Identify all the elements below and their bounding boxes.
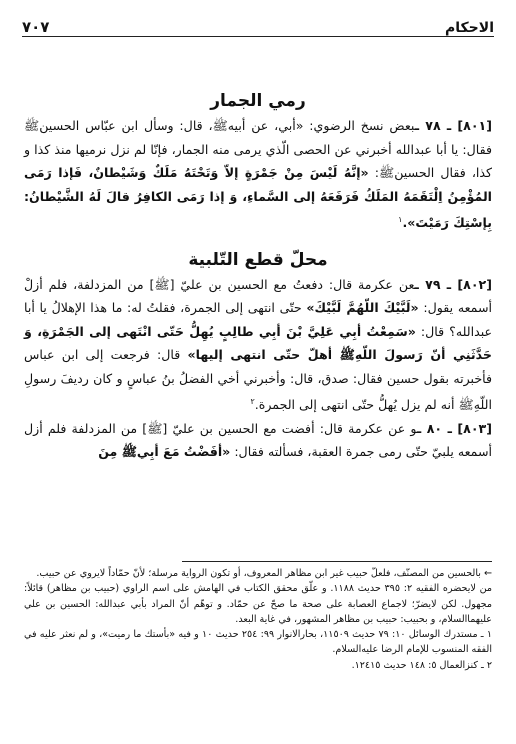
- footnote-1: ١ ـ مستدرك الوسائل ١٠: ٧٩ حديث ١١٥٠٩، بحارالانوار ٩٩: ٢٥٤ حديث ١٠ و فيه «بأستك ما رميت»، و لم نعثر عليه في الفقه المنسوب للإمام الرضا عليه‌السلام.: [24, 629, 493, 656]
- hadith-quote: «أفَضْتُ مَعَ أبِيﷺ مِنَ: [98, 444, 231, 460]
- hadith-text: حتّى انتهى إلى الجمرة، فقلتُ له: ما هذا الإهلالُ يا أبا عبدالله؟ قال:: [24, 300, 493, 339]
- footnote-continued: من لايحضره الفقيه ٢: ٣٩٥ حديث ١١٨٨. و علّق محقق الكتاب في الهامش على اسم الراوي (حبيب بن مظاهر) قائلاً: مجهول. لكن لايضرّ؛ لاجماع العصابة على صحة ما صحّ عن حمّاد. و توهّم أنّ المراد بأبي عبدالله: الحسين بن علي عليهماالسلام، و بحبيب: حبيب بن مظاهر المشهور، في غاية البعد.: [24, 583, 493, 625]
- running-header: [22, 10, 494, 37]
- hadith-number: [٨٠٣] ـ ٨٠ ـ: [416, 420, 492, 436]
- footnote-2: ٢ ـ كنزالعمال ٥: ١٤٨ حديث ١٢٤١٥.: [351, 659, 492, 671]
- hadith-802: [24, 273, 492, 417]
- hadith-text: بعض نسخ الرضوي: «أبي، عن أبيهﷺ، قال: وسأل ابن عبّاس الحسينﷺ فقال: يا أبا عبدالله أخبرني عن الحصى الّذي يرمى منه الجمار، فإنّا لم نزل نرميها منذ كذا و كذا، فقال الحسينﷺ:: [24, 118, 492, 180]
- footnote-ref: ١: [398, 215, 403, 224]
- footnote-continued: ← بالحسين من المصنّف، فلعلّ حبيب غير ابن مظاهر المعروف، أو تكون الرواية مرسلة؛ لأنّ حمّاداً لايروي عن حبيب.: [36, 568, 492, 579]
- header-title: الاحكام: [445, 20, 494, 36]
- footnotes: [24, 566, 492, 673]
- hadith-quote: «سَمِعْتُ أبِي عَلِيَّ بْنَ أبِي طالِبٍ يُهِلُّ حَتّى انْتَهى إلى الجَمْرَةِ، وَ حَدَّثَنِي أنّ رَسولَ اللّهِﷺ أهلّ حتّى انتهى إليها»: [24, 323, 492, 363]
- hadith-number: [٨٠١] ـ ٧٨ ـ: [414, 118, 492, 133]
- hadith-801: [24, 114, 492, 235]
- hadith-text: و عن عكرمة قال: أفضت مع الحسين بن عليّ [ﷺ] من المزدلفة فلم أزل أسمعه يلبيّ حتّى رمى جمرة العقبة، فسألته فقال:: [24, 420, 492, 460]
- hadith-quote: «إنَّهُ لَيْسَ مِنْ جَمْرَةٍ إلاّ وَتَحْتَهُ مَلَكٌ وَشَيْطانٌ، فَإذا رَمَى المُؤْمِنُ اِلْتَقَمَهُ المَلَكُ فَرَفَعَهُ إلى السَّماءِ، وَ إذا رَمَى الكافِرُ قالَ لَهُ الشَّيْطانُ: بِإسْتِكَ رَمَيْتَ».: [24, 165, 492, 231]
- hadith-number: [٨٠٢] ـ ٧٩ ـ: [414, 276, 492, 292]
- hadith-803: [24, 417, 492, 464]
- hadith-quote: «لَبَّيْكَ اللّهُمَّ لَبَّيْكَ»: [306, 300, 419, 316]
- footnote-separator: [182, 561, 492, 562]
- footnote-ref: ٢: [250, 397, 255, 407]
- hadith-text: عن عكرمة قال: دفعتُ مع الحسين بن عليّ [ﷺ] من المزدلفة، فلم أزلْ أسمعه يقول:: [24, 276, 492, 316]
- hadith-text: قال: فرجعت إلى ابن عباس فأخبرته بقول حسين فقال: صدق، قال: وأخبرني أخي الفضلُ بنُ عباسٍ و كان رديفَ رسولِ اللّهِﷺ أنه لم يزل يُهلُّ حتّى انتهى إلى الجمرة.: [24, 347, 492, 413]
- section-heading-talbiya: محلّ قطع التّلبية: [188, 249, 328, 270]
- page-number: ٧٠٧: [22, 18, 50, 36]
- section-heading-stoning: رمي الجمار: [210, 91, 306, 111]
- page-body: [24, 42, 492, 464]
